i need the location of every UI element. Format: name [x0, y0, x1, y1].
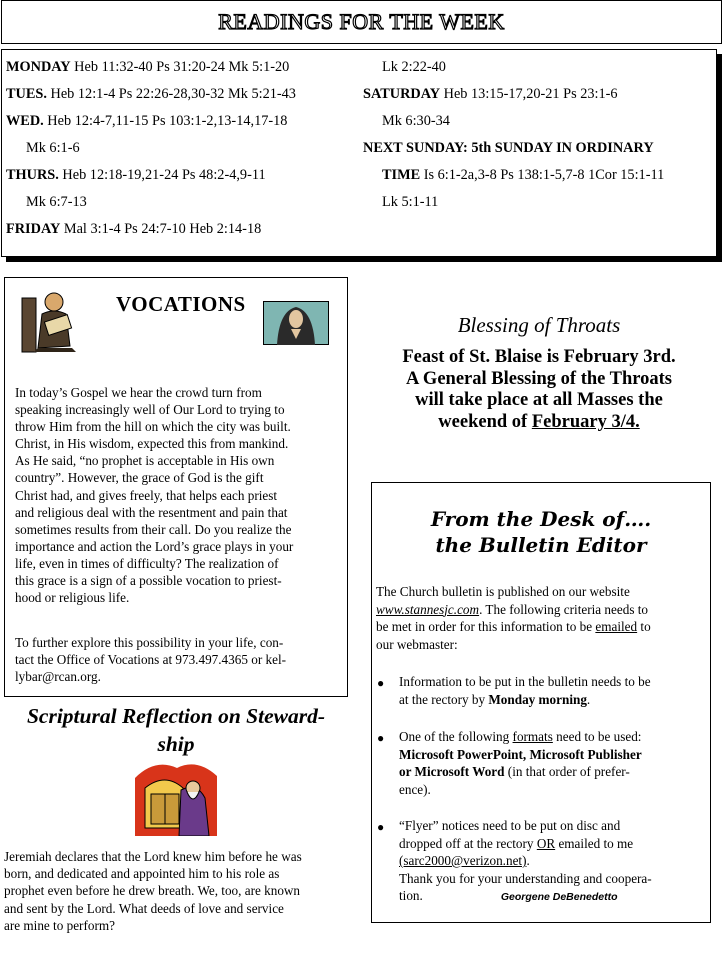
reading-next-sunday-text: [382, 167, 664, 183]
emailed-text: emailed: [595, 619, 638, 634]
text-line: and sent by the Lord. What deeds of love and service: [4, 900, 284, 916]
email-link[interactable]: (sarc2000@verizon.net): [399, 853, 527, 868]
text-line: Thank you for your understanding and coopera-: [399, 870, 652, 886]
blessing-title: Blessing of Throats: [457, 313, 621, 337]
title-line: ship: [157, 732, 195, 756]
text-line: lybar@rcan.org.: [15, 669, 101, 685]
format-list: Microsoft PowerPoint, Microsoft Publisher: [399, 746, 642, 762]
reading-text: Is 6:1-2a,3-8 Ps 138:1-5,7-8 1Cor 15:1-11: [420, 167, 665, 183]
reading-next-sunday-cont: Lk 5:1-11: [382, 194, 439, 210]
text-line: Feast of St. Blaise is February 3rd.: [402, 347, 676, 367]
reading-text: Heb 13:15-17,20-21 Ps 23:1-6: [440, 86, 618, 102]
formats-text: formats: [512, 729, 553, 744]
reading-wednesday-cont: Mk 6:1-6: [26, 140, 80, 156]
reading-friday: [6, 221, 261, 237]
text-span: .: [586, 691, 591, 707]
text-span: emailed to me: [555, 835, 634, 851]
text-line: tact the Office of Vocations at 973.497.4365 or kel-: [15, 652, 287, 668]
vocations-contact: [15, 634, 345, 685]
day-label: MONDAY: [6, 59, 71, 75]
reading-next-sunday: [363, 140, 654, 156]
reading-saturday-cont: Mk 6:30-34: [382, 113, 450, 129]
text-line: As He said, “no prophet is acceptable in His own: [15, 453, 275, 469]
text-span: to: [637, 619, 651, 634]
text-line: [399, 835, 709, 853]
day-label: TIME: [382, 167, 421, 183]
day-label: NEXT SUNDAY: 5th SUNDAY IN ORDINARY: [363, 140, 654, 156]
text-span: be met in order for this information to be: [376, 619, 596, 634]
text-line: The Church bulletin is published on our website: [376, 584, 630, 599]
criteria-item-2: [399, 728, 709, 798]
readings-box: [1, 49, 717, 257]
day-label: WED.: [6, 113, 44, 129]
text-line: Christ, in His wisdom, expected this from mankind.: [15, 436, 289, 452]
reading-text: Heb 12:1-4 Ps 22:26-28,30-32 Mk 5:21-43: [46, 86, 296, 102]
text-line: [399, 746, 709, 764]
day-label: TUES.: [6, 86, 47, 102]
text-line: [399, 763, 709, 781]
reading-text: Heb 12:18-19,21-24 Ps 48:2-4,9-11: [58, 167, 266, 183]
website-link[interactable]: www.stannesjc.com: [376, 601, 480, 617]
text-line: importance and action the Lord’s grace plays in your: [15, 538, 294, 554]
text-line: our webmaster:: [376, 636, 458, 652]
page-header: [1, 0, 722, 44]
vocations-title: VOCATIONS: [116, 292, 246, 316]
bullet-icon: ●: [377, 731, 385, 745]
text-span: weekend of: [438, 411, 532, 432]
text-line: sometimes results from their call. Do you realize the: [15, 521, 292, 537]
text-line: country”. However, the grace of God is the gift: [15, 470, 264, 486]
text-line: this grace is a sign of a possible vocation to priest-: [15, 573, 282, 589]
text-line: Christ had, and gives freely, that helps each priest: [15, 487, 278, 503]
reading-thursday: [6, 167, 266, 183]
text-line: [366, 412, 712, 434]
text-line: To further explore this possibility in your life, con-: [15, 635, 284, 650]
text-line: “Flyer” notices need to be put on disc and: [399, 818, 621, 833]
text-span: at the rectory by: [399, 691, 489, 707]
text-line: ence).: [399, 781, 431, 797]
text-line: [399, 691, 709, 709]
deadline-text: Monday morning: [488, 691, 587, 707]
text-line: [376, 618, 706, 636]
text-span: One of the following: [399, 729, 513, 744]
bulletin-editor-title: [372, 506, 710, 558]
or-text: OR: [536, 835, 556, 851]
reading-text: Heb 12:4-7,11-15 Ps 103:1-2,13-14,17-18: [43, 113, 288, 129]
day-label: SATURDAY: [363, 86, 441, 102]
criteria-item-1: [399, 673, 709, 708]
praying-nun-icon: [263, 301, 329, 345]
reading-figure-icon: [20, 290, 88, 354]
reading-text: Heb 11:32-40 Ps 31:20-24 Mk 5:1-20: [70, 59, 290, 75]
text-line: will take place at all Masses the: [415, 390, 663, 411]
text-line: [399, 728, 709, 746]
bulletin-intro: [376, 583, 706, 653]
bullet-icon: ●: [377, 820, 385, 834]
text-line: and religious deal with the resentment and pain that: [15, 504, 288, 520]
reading-thursday-cont: Mk 6:7-13: [26, 194, 87, 210]
criteria-item-3: [399, 817, 709, 907]
day-label: FRIDAY: [6, 221, 61, 237]
text-span: tion.: [399, 888, 423, 903]
text-line: Information to be put in the bulletin needs to be: [399, 674, 651, 689]
text-line: speaking increasingly well of Our Lord to trying to: [15, 402, 285, 418]
bullet-icon: ●: [377, 676, 385, 690]
moses-tablets-icon: [135, 758, 217, 836]
text-line: [399, 887, 709, 907]
blessing-body: [366, 347, 712, 433]
text-line: hood or religious life.: [15, 590, 130, 606]
reading-saturday: [363, 86, 618, 102]
reading-text: Mal 3:1-4 Ps 24:7-10 Heb 2:14-18: [60, 221, 262, 237]
reading-wednesday: [6, 113, 287, 129]
vocations-body: [15, 384, 345, 606]
text-line: In today’s Gospel we hear the crowd turn from: [15, 385, 262, 400]
text-line: born, and dedicated and appointed him to his role as: [4, 866, 280, 882]
title-line: the Bulletin Editor: [435, 533, 647, 557]
text-line: [399, 852, 709, 870]
page-title: READINGS FOR THE WEEK: [218, 9, 505, 34]
text-span: dropped off at the rectory: [399, 835, 537, 851]
text-line: A General Blessing of the Throats: [405, 368, 673, 389]
blessing-date: February 3/4.: [531, 411, 640, 432]
text-line: life, even in times of difficulty? The realization of: [15, 555, 279, 571]
day-label: THURS.: [6, 167, 59, 183]
text-line: Jeremiah declares that the Lord knew him before he was: [4, 849, 302, 864]
text-span: (in that order of prefer-: [504, 764, 630, 779]
reading-friday-cont: Lk 2:22-40: [382, 59, 446, 75]
format-list: or Microsoft Word: [399, 764, 505, 779]
text-line: prophet even before he drew breath. We, too, are known: [4, 883, 301, 899]
text-line: throw Him from the hill on which the city was built.: [15, 419, 291, 435]
text-line: [376, 601, 706, 619]
title-line: Scriptural Reflection on Steward-: [26, 704, 326, 728]
text-span: . The following criteria needs to: [479, 601, 649, 617]
stewardship-body: [4, 848, 356, 934]
text-span: .: [526, 853, 530, 868]
text-span: need to be used:: [552, 729, 642, 744]
signature: Georgene DeBenedetto: [500, 891, 618, 903]
reading-monday: [6, 59, 289, 75]
text-line: are mine to perform?: [4, 917, 115, 933]
reading-tuesday: [6, 86, 296, 102]
stewardship-title: [4, 702, 348, 758]
title-line: From the Desk of….: [430, 507, 652, 531]
